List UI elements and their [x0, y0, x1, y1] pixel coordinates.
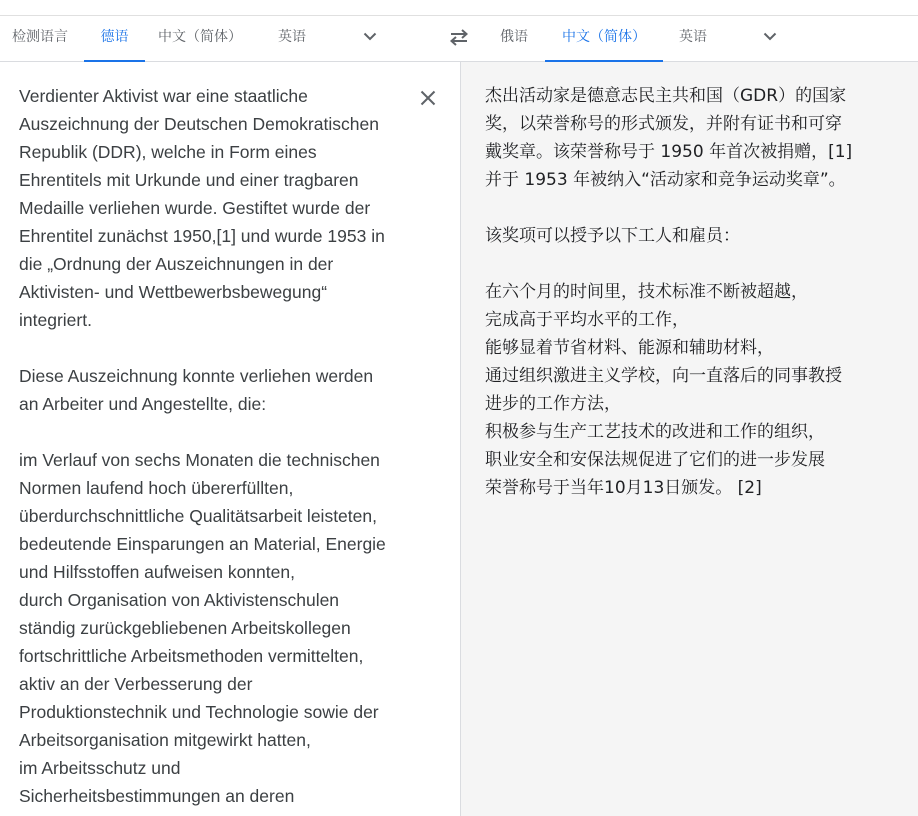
close-icon: [416, 86, 440, 110]
swap-languages-icon: [446, 24, 472, 50]
translated-text: 杰出活动家是德意志民主共和国（GDR）的国家 奖，以荣誉称号的形式颁发，并附有证书和可穿 戴奖章。该荣誉称号于 1950 年首次被捐赠，[1] 并于 1953 年被纳入“活动家和竞争运动奖章”。 该奖项可以授予以下工人和雇员： 在六个月的时间里，技术标准不断被超越， 完成高于平均水平的工作， 能够显着节省材料、能源和辅助材料， 通过组织激进主义学校，向一直落后的同事教授 进步的工作方法， 积极参与生产工艺技术的改进和工作的组织， 职业安全和安保法规促进了它们的进一步发展 荣誉称号于当年10月13日颁发。 [2]: [485, 86, 853, 498]
tab-detect-language[interactable]: 检测语言: [12, 28, 68, 44]
source-text-panel[interactable]: [0, 62, 460, 816]
swap-languages-button[interactable]: [446, 24, 472, 50]
clear-source-button[interactable]: [416, 86, 440, 110]
tab-target-english[interactable]: 英语: [679, 28, 707, 44]
chevron-down-icon: [358, 24, 382, 48]
tab-target-russian[interactable]: 俄语: [500, 28, 528, 44]
chevron-down-icon: [758, 24, 782, 48]
target-more-languages-button[interactable]: [758, 24, 782, 48]
tab-target-chinese-simplified[interactable]: 中文（简体）: [545, 16, 663, 61]
tab-source-english[interactable]: 英语: [278, 28, 306, 44]
tab-source-chinese-simplified[interactable]: 中文（简体）: [158, 28, 242, 44]
tab-source-german[interactable]: 德语: [84, 16, 145, 61]
source-more-languages-button[interactable]: [358, 24, 382, 48]
language-bar: [0, 16, 918, 62]
source-textarea[interactable]: Verdienter Aktivist war eine staatliche Auszeichnung der Deutschen Demokratischen Republik (DDR), welche in Form eines Ehrentitels mit Urkunde und einer tragbaren Medaille verliehen wurde. Gestiftet wurde der Ehrentitel zunächst 1950,[1] und wurde 1953 in die „Ordnung der Auszeichnungen in der Aktivisten- und Wettbewerbsbewegung“ integriert. Diese Auszeichnung konnte verliehen werden an Arbeiter und Angestellte, die: im Verlauf von sechs Monaten die technischen Normen laufend hoch übererfüllten, überdurchschnittliche Qualitätsarbeit leisteten, bedeutende Einsparungen an Material, Energie und Hilfsstoffen aufweisen konnten, durch Organisation von Aktivistenschulen ständig zurückgebliebenen Arbeitskollegen fortschrittliche Arbeitsmethoden vermittelten, aktiv an der Verbesserung der Produktionstechnik und Technologie sowie der Arbeitsorganisation mitgewirkt hatten, im Arbeitsschutz und Sicherheitsbestimmungen an deren: [19, 86, 386, 806]
translation-output-panel: [460, 62, 918, 816]
